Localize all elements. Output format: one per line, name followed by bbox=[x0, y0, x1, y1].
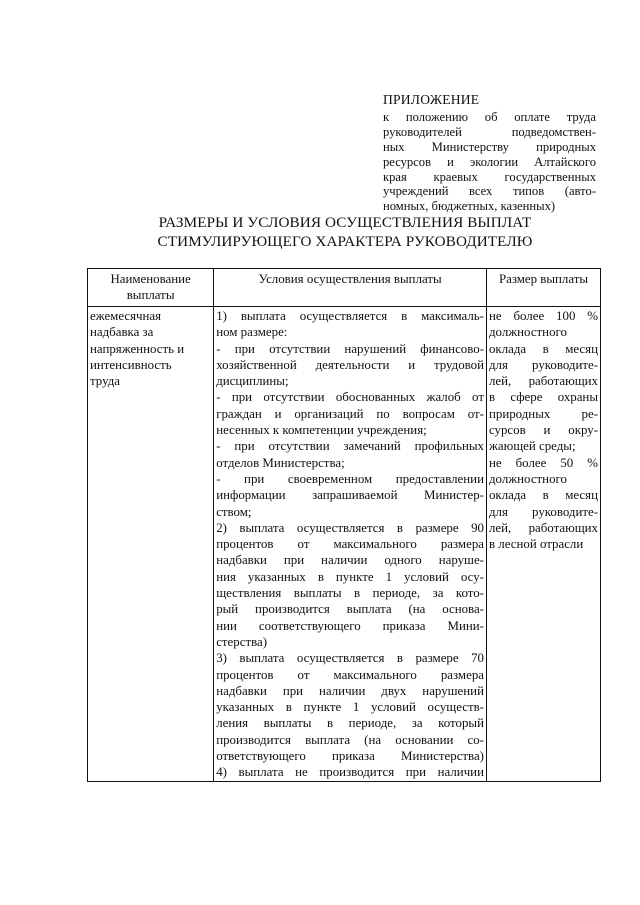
heading-line-1: РАЗМЕРЫ И УСЛОВИЯ ОСУЩЕСТВЛЕНИЯ ВЫПЛАТ bbox=[158, 214, 532, 231]
payments-table bbox=[87, 268, 601, 782]
heading-line-2: СТИМУЛИРУЮЩЕГО ХАРАКТЕРА РУКОВОДИТЕЛЮ bbox=[157, 232, 533, 250]
appendix-line: края краевых государственных bbox=[383, 169, 596, 184]
payment-size-cell: не более 100 % должностного оклада в месяц для руководите- лей, работающих в сфере охраны природных ре- сурсов и окру- жающей среды; не более 50 % должностного оклада в месяц для руководите- лей, работающих в лесной отрасли bbox=[486, 307, 600, 782]
table-row bbox=[88, 307, 601, 782]
appendix-line: ресурсов и экологии Алтайского bbox=[383, 154, 596, 169]
appendix-block bbox=[383, 93, 596, 214]
appendix-line: ных Министерству природных bbox=[383, 139, 596, 154]
header-conditions: Условия осуществления выплаты bbox=[214, 269, 487, 307]
appendix-line: номных, бюджетных, казенных) bbox=[383, 199, 556, 214]
appendix-title: ПРИЛОЖЕНИЕ bbox=[383, 92, 480, 107]
appendix-line: руководителей подведомствен- bbox=[383, 124, 596, 139]
appendix-line: учреждений всех типов (авто- bbox=[383, 184, 596, 199]
table-header-row bbox=[88, 269, 601, 307]
payment-name-cell: ежемесячная надбавка за напряженность и интенсивность труда bbox=[88, 307, 214, 782]
document-heading bbox=[100, 214, 590, 251]
payment-conditions-cell: 1) выплата осуществляется в максималь- ном размере: - при отсутствии нарушений финансово- хозяйственной деятельности и трудовой дисциплины; - при отсутствии обоснованных жалоб от граждан и организаций по вопросам от- несенных к компетенции учреждения; - при отсутствии замечаний профильных отделов Министерства; - при своевременном предоставлении информации запрашиваемой Министер- ством; 2) выплата осуществляется в размере 90 процентов от максимального размера надбавки при наличии одного наруше- ния указанных в пункте 1 условий осу- ществления выплаты в периоде, за кото- рый производится выплата (на основа- нии соответствующего приказа Мини- стерства) 3) выплата осуществляется в размере 70 процентов от максимального размера надбавки при наличии двух нарушений указанных в пункте 1 условий осуществ- ления выплаты в периоде, за который производится выплата (на основании со- ответствующего приказа Министерства) 4) выплата не производится при наличии bbox=[214, 307, 487, 782]
header-name: Наименование выплаты bbox=[88, 269, 214, 307]
appendix-line: к положению об оплате труда bbox=[383, 109, 596, 124]
header-size: Размер выплаты bbox=[486, 269, 600, 307]
